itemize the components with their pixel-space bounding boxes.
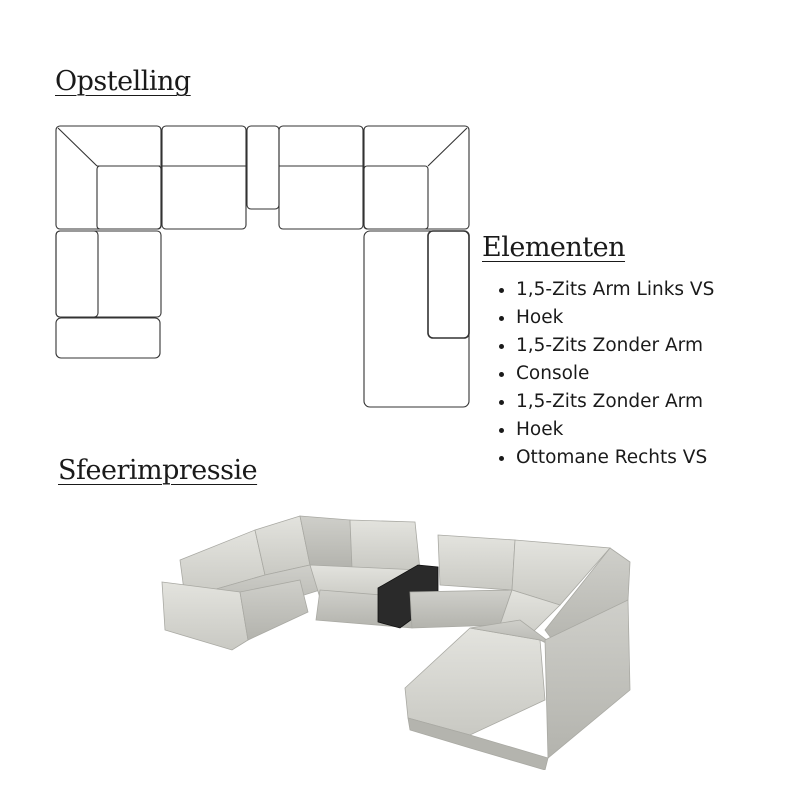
list-item: • 1,5-Zits Zonder Arm [516, 388, 714, 416]
arm-seat-module [56, 231, 161, 317]
console-module [247, 126, 279, 209]
elements-list [494, 276, 714, 472]
seat-module-2 [279, 126, 363, 229]
impression-heading: Sfeerimpressie [58, 455, 258, 486]
layout-heading: Opstelling [55, 66, 191, 97]
arm-module [56, 318, 160, 358]
elements-heading: Elementen [482, 232, 626, 263]
list-item: • 1,5-Zits Zonder Arm [516, 332, 714, 360]
corner-left-module [56, 126, 161, 229]
list-item: • 1,5-Zits Arm Links VS [516, 276, 714, 304]
list-item: • Hoek [516, 304, 714, 332]
list-item: • Console [516, 360, 714, 388]
ottoman-module [364, 231, 469, 407]
sofa-impression-image [150, 500, 640, 770]
corner-right-module [364, 126, 469, 229]
list-item: • Ottomane Rechts VS [516, 444, 714, 472]
seat-module-1 [162, 126, 246, 229]
list-item: • Hoek [516, 416, 714, 444]
